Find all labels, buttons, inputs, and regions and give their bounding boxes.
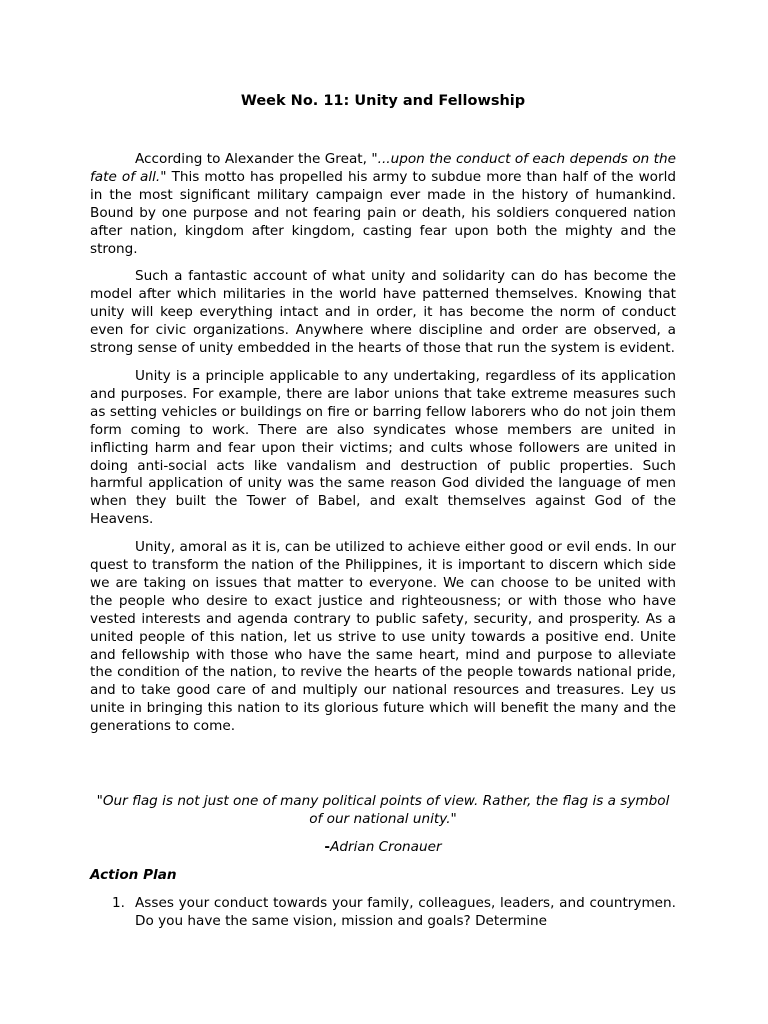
paragraph-1-lead: According to Alexander the Great, " (135, 151, 378, 167)
action-item-number: 1. (112, 895, 125, 911)
paragraph-1-motto: ...upon the conduct of each depends on the fate of all. (90, 151, 676, 185)
page-title: Week No. 11: Unity and Fellowship (240, 93, 526, 109)
action-item-text: Asses your conduct towards your family, colleagues, leaders, and countrymen. Do you have the same vision, mission and goals? Determine (135, 895, 676, 929)
body-text (90, 151, 676, 746)
paragraph-4: Unity, amoral as it is, can be utilized to achieve either good or evil ends. In our quest to transform the nation of the Philippines, it is important to discern which side we are taking on issues that matter to everyone. We can choose to be united with the people who desire to exact justice and righteousness; or with those who have vested interests and agenda contrary to public safety, security, and prosperity. As a united people of this nation, let us strive to use unity towards a positive end. Unite and fellowship with those who have the same heart, mind and purpose to alleviate the condition of the nation, to revive the hearts of the people towards national pride, and to take good care of and multiply our national resources and treasures. Ley us unite in bringing this nation to its glorious future which will benefit the many and the generations to come. (90, 539, 676, 735)
paragraph-1-rest: " This motto has propelled his army to subdue more than half of the world in the most significant military campaign ever made in the history of humankind. Bound by one purpose and not fearing pain or death, his soldiers conquered nation after nation, kingdom after kingdom, casting fear upon both the mighty and the strong. (90, 168, 676, 257)
action-plan-list (90, 894, 676, 930)
paragraph-1 (90, 151, 676, 258)
attribution-dash: - (324, 839, 331, 855)
action-item (90, 894, 676, 930)
quote-block (90, 792, 676, 856)
flag-quote: "Our flag is not just one of many political points of view. Rather, the flag is a symbol of our national unity." (96, 793, 670, 827)
paragraph-2: Such a fantastic account of what unity and solidarity can do has become the model after which militaries in the world have patterned themselves. Knowing that unity will keep everything intact and in order, it has become the norm of conduct even for civic organizations. Anywhere where discipline and order are observed, a strong sense of unity embedded in the hearts of those that run the system is evident. (90, 268, 676, 357)
paragraph-3: Unity is a principle applicable to any undertaking, regardless of its application and purposes. For example, there are labor unions that take extreme measures such as setting vehicles or buildings on fire or barring fellow laborers who do not join them form coming to work. There are also syndicates whose members are united in inflicting harm and fear upon their victims; and cults whose followers are united in doing anti-social acts like vandalism and destruction of public properties. Such harmful application of unity was the same reason God divided the language of men when they built the Tower of Babel, and exalt themselves against God of the Heavens. (90, 367, 676, 528)
quote-attribution (90, 838, 676, 856)
attribution-name: Adrian Cronauer (330, 839, 442, 855)
action-plan-heading: Action Plan (90, 867, 177, 883)
